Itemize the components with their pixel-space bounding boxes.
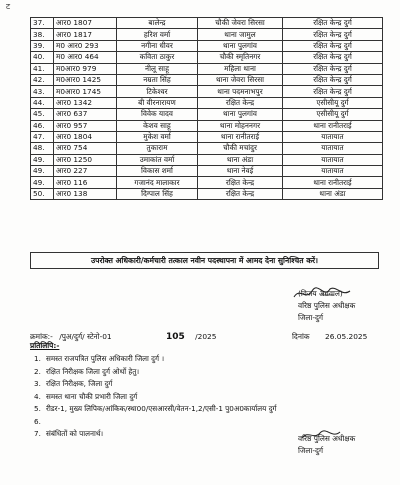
to-cell: रक्षित केन्द्र दुर्ग — [283, 40, 383, 51]
to-cell: एसीसीयू दुर्ग — [283, 97, 383, 108]
signatory-district: जिला-दुर्ग — [298, 313, 324, 322]
number-cell: आर0 1804 — [54, 131, 117, 142]
to-cell: यातायात — [283, 166, 383, 177]
memo-date: 26.05.2025 — [325, 332, 368, 341]
serial-cell: 41. — [31, 63, 54, 74]
serial-cell: 39. — [31, 40, 54, 51]
serial-cell: 43. — [31, 86, 54, 97]
list-item — [34, 428, 277, 441]
number-cell: म0आर0 1745 — [54, 86, 117, 97]
signatory-designation-2: वरिष्ठ पुलिस अधीक्षक — [298, 434, 356, 443]
number-cell: म0 आर0 293 — [54, 40, 117, 51]
name-cell: टिकेश्वर — [117, 86, 198, 97]
serial-cell: 48. — [31, 143, 54, 154]
list-item-text: समस्त थाना चौकी प्रभारी जिला दुर्ग — [46, 391, 138, 401]
signatory-district-2: जिला-दुर्ग — [298, 446, 324, 455]
serial-cell: 38. — [31, 29, 54, 40]
serial-cell: 45. — [31, 109, 54, 120]
to-cell: रक्षित केन्द्र दुर्ग — [283, 18, 383, 29]
number-cell: म0आर0 1425 — [54, 74, 117, 85]
number-cell: आर0 637 — [54, 109, 117, 120]
from-cell: थाना पुलगांव — [198, 40, 283, 51]
to-cell: थाना रानीतराई — [283, 177, 383, 188]
name-cell: तुकाराम — [117, 143, 198, 154]
list-item-text: समस्त राजपत्रित पुलिस अधिकारी जिला दुर्ग । — [46, 354, 165, 363]
from-cell: रक्षित केन्द्र — [198, 97, 283, 108]
table-row — [31, 120, 383, 131]
list-item — [34, 403, 277, 416]
from-cell: थाना जामुल — [198, 29, 283, 40]
name-cell: हरिश वर्मा — [117, 29, 198, 40]
to-cell: रक्षित केन्द्र दुर्ग — [283, 86, 383, 97]
number-cell: म0आर0 979 — [54, 63, 117, 74]
list-item-text: रीडर-1, मुख्य लिपिक/आंकिक/स्था00/एसआरसी/वेतन-1,2/एसी-1 पु0अ0कार्यालय दुर्ग — [46, 404, 277, 413]
number-cell: आर0 116 — [54, 177, 117, 188]
memo-number: 105 — [166, 332, 185, 342]
name-cell: केशव साहू — [117, 120, 198, 131]
table-row — [31, 188, 383, 199]
to-cell: यातायात — [283, 154, 383, 165]
name-cell: बी वीरनारायण — [117, 97, 198, 108]
list-item — [34, 366, 277, 379]
number-cell: आर0 957 — [54, 120, 117, 131]
list-item — [34, 353, 277, 366]
handwritten-signature-2 — [300, 428, 350, 442]
from-cell: महिला थाना — [198, 63, 283, 74]
table-row — [31, 18, 383, 29]
table-row — [31, 52, 383, 63]
signatory-designation: वरिष्ठ पुलिस अधीक्षक — [298, 301, 356, 310]
from-cell: थाना पदमनाभपुर — [198, 86, 283, 97]
from-cell: चौकी जेवरा सिरसा — [198, 18, 283, 29]
table-row — [31, 40, 383, 51]
from-cell: थाना जेवरा सिरसा — [198, 74, 283, 85]
number-cell: आर0 1807 — [54, 18, 117, 29]
table-row — [31, 131, 383, 142]
table-row — [31, 63, 383, 74]
serial-cell: 49. — [31, 154, 54, 165]
list-item-text: संबंधितों को पालनार्थ। — [46, 429, 104, 438]
table-row — [31, 74, 383, 85]
handwritten-signature — [290, 283, 360, 305]
from-cell: थाना पुलगांव — [198, 109, 283, 120]
copy-list — [34, 353, 277, 441]
serial-cell: 50. — [31, 188, 54, 199]
serial-cell: 49. — [31, 177, 54, 188]
to-cell: रक्षित केन्द्र दुर्ग — [283, 52, 383, 63]
from-cell: चौकी मचांदुर — [198, 143, 283, 154]
serial-cell: 42. — [31, 74, 54, 85]
list-item — [34, 416, 277, 429]
from-cell: थाना नेवई — [198, 166, 283, 177]
number-cell: आर0 1342 — [54, 97, 117, 108]
table-row — [31, 29, 383, 40]
from-cell: थाना अंडा — [198, 154, 283, 165]
number-cell: आर0 138 — [54, 188, 117, 199]
table-row — [31, 177, 383, 188]
table-row — [31, 109, 383, 120]
list-item-number: 3. — [34, 379, 41, 388]
name-cell: विकास शर्मा — [117, 166, 198, 177]
to-cell: थाना रानीतराई — [283, 120, 383, 131]
transfer-table — [30, 17, 383, 200]
corner-mark: ट — [6, 2, 11, 11]
list-item-number: 1. — [34, 354, 41, 363]
to-cell: यातायात — [283, 143, 383, 154]
to-cell: थाना अंडा — [283, 188, 383, 199]
to-cell: एसीसीयू दुर्ग — [283, 109, 383, 120]
number-cell: आर0 754 — [54, 143, 117, 154]
to-cell: यातायात — [283, 131, 383, 142]
date-label: दिनांक — [292, 332, 310, 341]
list-item-number: 4. — [34, 391, 41, 401]
table-row — [31, 97, 383, 108]
name-cell: नीलू साहू — [117, 63, 198, 74]
list-item-number: 6. — [34, 416, 41, 426]
number-cell: आर0 1250 — [54, 154, 117, 165]
signatory-name: (विजय अग्रवाल) — [298, 289, 343, 298]
table-row — [31, 86, 383, 97]
table-row — [31, 143, 383, 154]
name-cell: गजानंद मालाकार — [117, 177, 198, 188]
order-instruction: उपरोक्त अधिकारी/कर्मचारी तत्काल नवीन पदस्थापना में आमद देना सुनिश्चित करें। — [30, 252, 379, 269]
list-item-number: 2. — [34, 366, 41, 376]
name-cell: उमाकांत वर्मा — [117, 154, 198, 165]
number-cell: म0 आर0 464 — [54, 52, 117, 63]
from-cell: थाना मोहननगर — [198, 120, 283, 131]
signature-block-top — [298, 289, 355, 323]
from-cell: रक्षित केन्द्र — [198, 188, 283, 199]
name-cell: मुकेश वर्मा — [117, 131, 198, 142]
table-row — [31, 154, 383, 165]
list-item-number: 7. — [34, 429, 41, 438]
from-cell: रक्षित केन्द्र — [198, 177, 283, 188]
table-row — [31, 166, 383, 177]
memo-year: /2025 — [195, 332, 217, 341]
number-cell: आर0 1817 — [54, 29, 117, 40]
name-cell: नगीना धीवर — [117, 40, 198, 51]
from-cell: थाना रानीतराई — [198, 131, 283, 142]
name-cell: बालेन्द्र — [117, 18, 198, 29]
to-cell: रक्षित केन्द्र दुर्ग — [283, 63, 383, 74]
serial-cell: 40. — [31, 52, 54, 63]
number-cell: आर0 227 — [54, 166, 117, 177]
serial-cell: 44. — [31, 97, 54, 108]
signature-block-bottom — [298, 434, 355, 456]
serial-cell: 46. — [31, 120, 54, 131]
list-item — [34, 378, 277, 391]
name-cell: विवेक यादव — [117, 109, 198, 120]
list-item — [34, 391, 277, 404]
copy-heading: प्रतिलिपि:- — [30, 341, 60, 350]
to-cell: रक्षित केन्द्र दुर्ग — [283, 29, 383, 40]
list-item-text: रक्षित निरीक्षक जिला दुर्ग ओर्थो हेतु। — [46, 366, 140, 376]
to-cell: रक्षित केन्द्र दुर्ग — [283, 74, 383, 85]
serial-cell: 37. — [31, 18, 54, 29]
memo-prefix: क्रमांक:- — [30, 332, 53, 341]
list-item-number: 5. — [34, 404, 41, 413]
name-cell: कविता ठाकुर — [117, 52, 198, 63]
name-cell: नम्रता सिंह — [117, 74, 198, 85]
memo-ref: /पुअ/दुर्ग/ स्टेनो-01 — [59, 332, 112, 341]
serial-cell: 49. — [31, 166, 54, 177]
list-item-text: रक्षित निरीक्षक, जिला दुर्ग — [46, 379, 113, 388]
from-cell: चौकी स्मृतिनगर — [198, 52, 283, 63]
name-cell: दिग्पाल सिंह — [117, 188, 198, 199]
serial-cell: 47. — [31, 131, 54, 142]
